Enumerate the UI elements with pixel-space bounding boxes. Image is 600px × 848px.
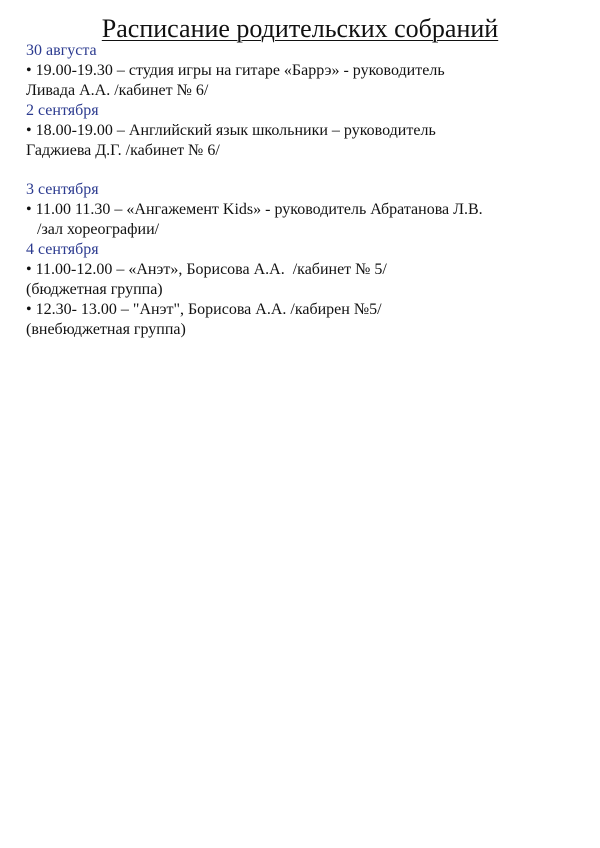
entry-line: • 11.00-12.00 – «Анэт», Борисова А.А. /кабинет № 5/ bbox=[26, 261, 387, 278]
entry-line: • 18.00-19.00 – Английский язык школьники – руководитель bbox=[26, 122, 436, 139]
entry-line: (внебюджетная группа) bbox=[26, 321, 186, 338]
page-title-text: Расписание родительских собраний bbox=[101, 14, 499, 43]
entry-line: Ливада А.А. /кабинет № 6/ bbox=[26, 82, 209, 99]
entry-line: • 19.00-19.30 – студия игры на гитаре «Баррэ» - руководитель bbox=[26, 62, 445, 79]
blank-line bbox=[26, 161, 586, 180]
entry-line: • 11.00 11.30 – «Ангажемент Kids» - руководитель Абратанова Л.В. bbox=[26, 201, 483, 218]
section-date: 3 сентября bbox=[26, 181, 99, 198]
entry-line: (бюджетная группа) bbox=[26, 281, 163, 298]
schedule-section bbox=[26, 41, 586, 101]
entry-line: /зал хореографии/ bbox=[29, 221, 160, 238]
schedule-section bbox=[26, 240, 586, 340]
schedule-entry bbox=[26, 200, 586, 240]
section-date: 30 августа bbox=[26, 42, 97, 59]
schedule-entry bbox=[26, 61, 586, 101]
section-date: 2 сентября bbox=[26, 102, 99, 119]
schedule-list bbox=[26, 41, 586, 340]
page-title bbox=[0, 14, 600, 44]
schedule-section bbox=[26, 101, 586, 161]
entry-line: • 12.30- 13.00 – "Анэт", Борисова А.А. /кабирен №5/ bbox=[26, 301, 382, 318]
entry-line: Гаджиева Д.Г. /кабинет № 6/ bbox=[26, 142, 220, 159]
schedule-section bbox=[26, 180, 586, 240]
schedule-entry bbox=[26, 121, 586, 161]
schedule-entry bbox=[26, 300, 586, 340]
schedule-entry bbox=[26, 260, 586, 300]
section-date: 4 сентября bbox=[26, 241, 99, 258]
